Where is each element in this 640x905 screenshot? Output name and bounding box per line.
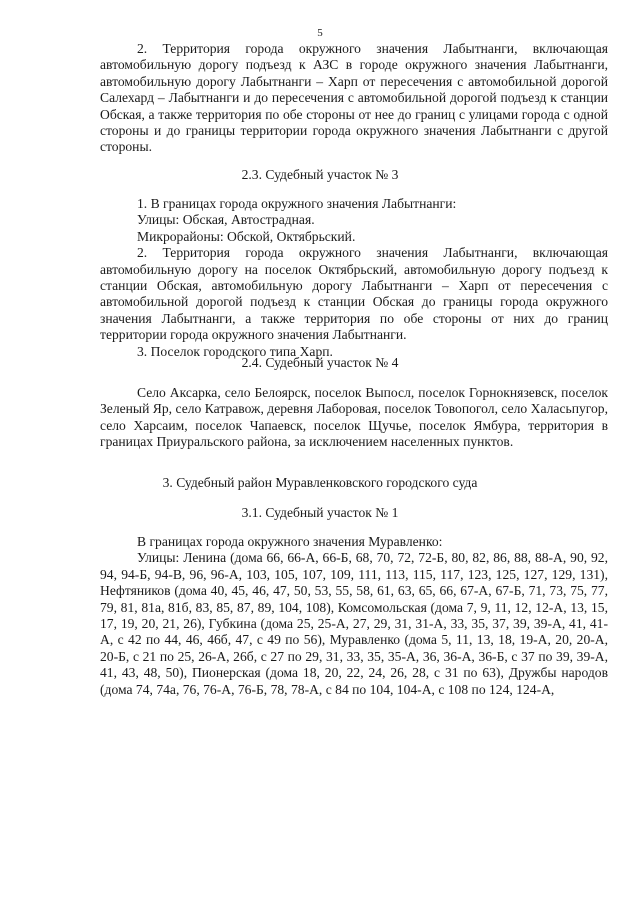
section-2-3-body [100, 196, 608, 360]
section-3-1-body [100, 534, 608, 698]
s31-city-boundaries: В границах города окружного значения Муравленко: [137, 534, 443, 549]
s24-settlements-paragraph: Село Аксарка, село Белоярск, поселок Выпосл, поселок Горнокнязевск, поселок Зеленый Яр, село Катравож, деревня Лаборовая, поселок Товопогол, село Халасьпугор, село Харсаим, поселок Чапаевск, поселок Щучье, поселок Ямбура, территория в границах Приуральского района, за исключением населенных пунктов. [100, 385, 608, 450]
s23-microdistricts: Микрорайоны: Обской, Октябрьский. [137, 228, 356, 244]
page-number: 5 [317, 27, 323, 39]
section-2-2-item-2 [100, 41, 608, 156]
heading-3: 3. Судебный район Муравленковского городского суда [162, 475, 478, 490]
heading-2-4: 2.4. Судебный участок № 4 [241, 355, 399, 370]
s23-territory-paragraph: 2. Территория города окружного значения Лабытнанги, включающая автомобильную дорогу на поселок Октябрьский, автомобильную дорогу подъезд к станции Обская, автомобильную дорогу Лабытнанги – Харп от пересечения с автомобильной дорогой подъезд к станции Обская до границы города окружного значения Лабытнанги, а также территория по обе стороны от них до границ территории города окружного значения Лабытнанги. [100, 245, 608, 343]
heading-3-1: 3.1. Судебный участок № 1 [241, 505, 399, 520]
s31-streets-paragraph: Улицы: Ленина (дома 66, 66-А, 66-Б, 68, 70, 72, 72-Б, 80, 82, 86, 88, 88-А, 90, 92, 94, 94-Б, 94-В, 96, 96-А, 103, 105, 107, 109, 111, 113, 115, 117, 123, 125, 127, 129, 131), Нефтяников (дома 40, 45, 46, 47, 50, 53, 55, 58, 61, 63, 65, 66, 67-А, 67-Б, 71, 73, 75, 77, 79, 81, 81а, 81б, 83, 85, 87, 89, 104, 108), Комсомольская (дома 7, 9, 11, 12, 12-А, 13, 15, 17, 19, 20, 21, 26), Губкина (дома 25, 25-А, 27, 29, 31, 31-А, 33, 35, 37, 39, 39-А, 41, 41-А, с 42 по 44, 46, 46б, 47, с 49 по 56), Муравленко (дома 5, 11, 13, 18, 19-А, 20, 20-А, 20-Б, с 21 по 25, 26-А, 26б, с 27 по 29, 31, 33, 35, 35-А, 36, 36-А, 36-Б, с 37 по 39, 39-А, 41, 43, 48, 50), Пионерская (дома 18, 20, 22, 24, 26, 28, с 31 по 63), Дружбы народов (дома 74, 74а, 76, 76-А, 76-Б, 78, 78-А, с 84 по 104, 104-А, с 108 по 124, 124-А, [100, 550, 608, 697]
s23-city-boundaries: 1. В границах города окружного значения Лабытнанги: [137, 196, 457, 211]
s23-kharp-settlement: 3. Поселок городского типа Харп. [137, 343, 333, 359]
section-2-4-body [100, 385, 608, 451]
heading-2-3: 2.3. Судебный участок № 3 [241, 167, 399, 182]
paragraph-territory-labytnangi-azs: 2. Территория города окружного значения Лабытнанги, включающая автомобильную дорогу подъезд к АЗС в городе окружного значения Лабытнанги, автомобильную дорогу Лабытнанги – Харп от пересечения с автомобильной дорогой Салехард – Лабытнанги и до пересечения с автомобильной дорогой подъезд к станции Обская, а также территория по обе стороны от нее до границ с улицами города с одной стороны и до границы территории города окружного значения Лабытнанги с другой стороны. [100, 41, 608, 155]
s23-streets: Улицы: Обская, Автострадная. [137, 212, 315, 228]
